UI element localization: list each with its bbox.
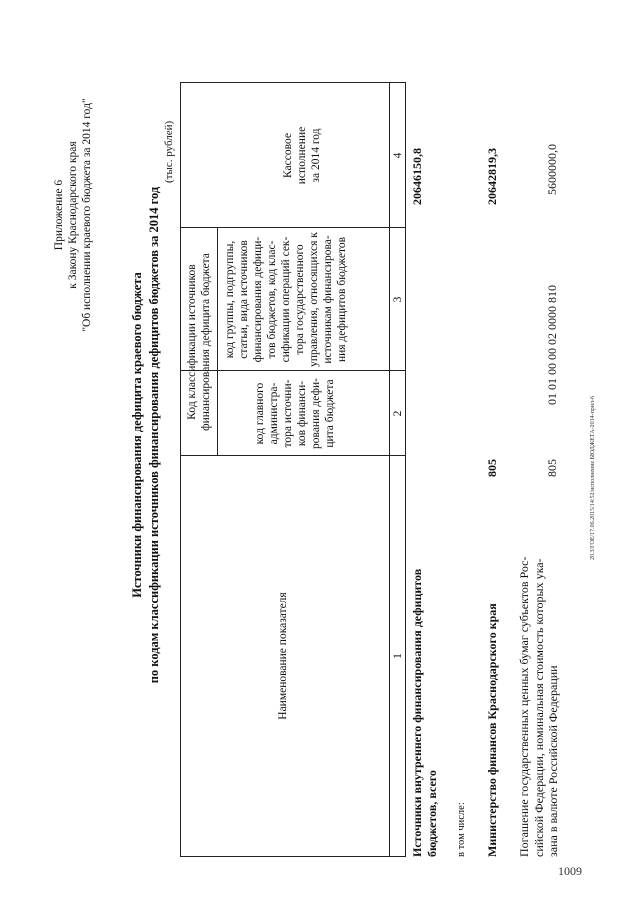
sources-table xyxy=(180,82,406,857)
row-securities-source-code: 01 01 00 00 02 0000 810 xyxy=(545,285,559,405)
header-admin-line: код главного xyxy=(254,382,266,445)
table-divider xyxy=(217,228,218,456)
document-title: Источники финансирования дефицита краевого бюджета xyxy=(130,272,144,598)
column-number: 1 xyxy=(392,653,404,659)
row-securities-amount: 5600000,0 xyxy=(545,144,559,195)
row-securities-name-line: зана в валюте Российской Федерации xyxy=(546,665,560,857)
row-securities-name-line: сийской Федерации, номинальная стоимость которых ука- xyxy=(531,558,546,857)
header-source-line: источникам финансирова- xyxy=(322,235,334,364)
header-execution-line: за 2014 год xyxy=(310,128,322,183)
table-divider xyxy=(389,83,390,856)
header-execution-line: Кассовое xyxy=(282,133,294,178)
header-source-line: сификации операций сек- xyxy=(280,236,292,363)
header-admin-line: цита бюджета xyxy=(324,379,336,448)
header-execution xyxy=(281,83,323,228)
row-ministry-name: Министерство финансов Краснодарского края xyxy=(485,603,499,857)
column-number: 4 xyxy=(392,152,404,159)
row-securities-admin-code: 805 xyxy=(545,459,559,477)
header-source-line: код группы, подгруппы, xyxy=(224,240,236,359)
document-subtitle: по кодам классификации источников финансирования дефицитов бюджетов за 2014 год xyxy=(147,186,161,684)
header-source-line: ния дефицитов бюджетов xyxy=(336,236,348,363)
header-source-line: управления, относящихся к xyxy=(308,232,320,367)
header-admin-line: рования дефи- xyxy=(310,378,322,449)
column-number: 3 xyxy=(392,296,404,303)
row-securities-name xyxy=(517,557,561,858)
header-source-code xyxy=(223,228,349,371)
header-name: Наименование показателя xyxy=(277,592,289,720)
row-ministry-amount: 20642819,3 xyxy=(485,148,499,205)
appendix-note xyxy=(52,70,94,360)
units-label: (тыс. рублей) xyxy=(163,120,175,183)
header-admin-line: администра- xyxy=(268,382,280,445)
row-including-label: в том числе: xyxy=(456,802,467,857)
header-code-group-line: финансирования дефицита бюджета xyxy=(200,253,212,431)
row-securities-name-line: Погашение государственных ценных бумаг субъектов Рос- xyxy=(517,556,531,857)
footer-document-code: 20.3/ГОЕ/17.06.2015/14:52/исполнение БЮДЖЕТА-2014-прил-6 xyxy=(590,395,596,560)
header-source-line: тов бюджетов, код клас- xyxy=(266,240,278,359)
header-source-line: финансирования дефици- xyxy=(252,236,264,363)
column-number: 2 xyxy=(392,410,404,417)
header-admin-line: тора источни- xyxy=(282,379,294,448)
row-total-name-line: бюджетов, всего xyxy=(424,770,439,857)
appendix-line-2: к Закону Краснодарского края xyxy=(67,141,79,289)
header-admin-line: ков финанси- xyxy=(296,380,308,447)
row-total-name xyxy=(410,569,439,857)
header-source-line: тора государственного xyxy=(294,244,306,355)
header-source-line: статьи, вида источников xyxy=(238,240,250,359)
header-code-group-line: Код классификации источников xyxy=(186,264,198,420)
header-code-group xyxy=(185,228,213,456)
row-total-name-line: Источники внутреннего финансирования дефицитов xyxy=(410,568,424,857)
row-ministry-admin-code: 805 xyxy=(485,459,499,477)
appendix-line-3: "Об исполнении краевого бюджета за 2014 год" xyxy=(81,98,93,332)
row-total-amount: 20646150,8 xyxy=(410,148,424,205)
page-number: 1009 xyxy=(558,864,582,878)
header-execution-line: исполнение xyxy=(296,126,308,185)
appendix-line-1: Приложение 6 xyxy=(53,179,65,251)
header-admin-code xyxy=(253,371,337,456)
